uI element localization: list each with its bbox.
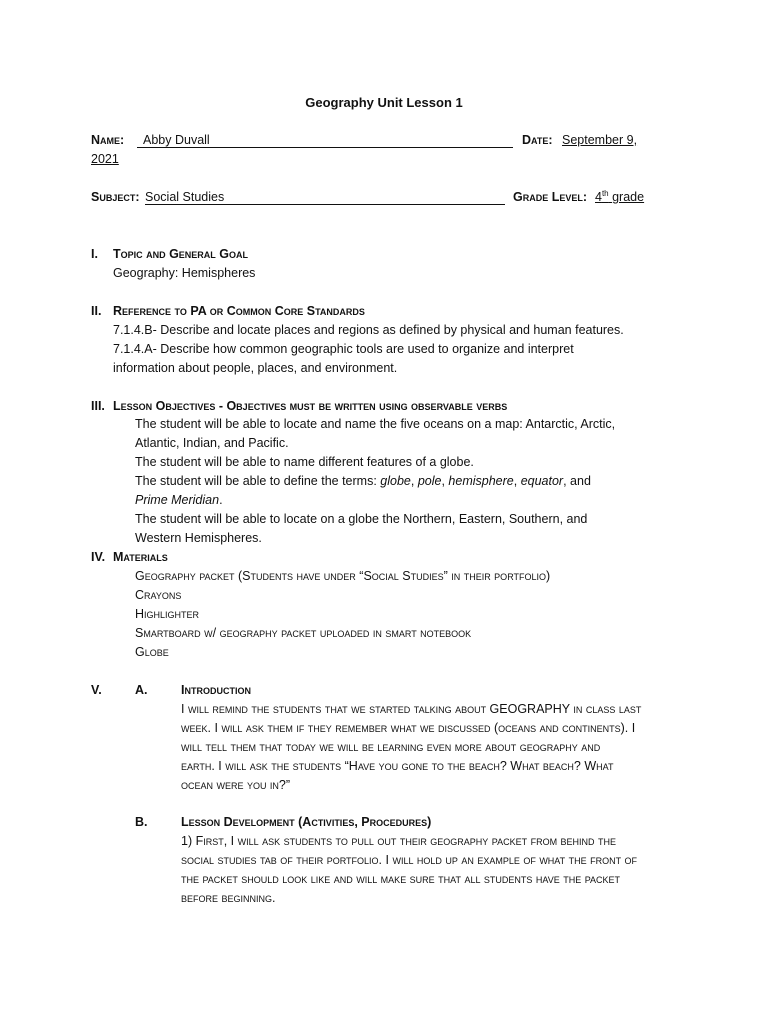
section-1-heading: Topic and General Goal	[113, 247, 249, 261]
section-5-number: V.	[91, 683, 102, 697]
subsection-b-letter: B.	[135, 815, 148, 829]
subject-value: Social Studies	[145, 190, 225, 204]
term-and: , and	[563, 474, 591, 488]
objective-4-line2: Western Hemispheres.	[135, 531, 262, 545]
objective-3-line1	[135, 474, 591, 488]
standard-line-1: 7.1.4.B- Describe and locate places and regions as defined by physical and human features.	[113, 323, 624, 337]
term-pole: pole	[417, 474, 442, 488]
term-period: .	[219, 493, 223, 507]
objective-1-line1: The student will be able to locate and name the five oceans on a map: Antarctic, Arctic,	[135, 417, 616, 431]
page-title: Geography Unit Lesson 1	[305, 95, 463, 110]
grade-number: 4	[595, 190, 602, 204]
subsection-a-letter: A.	[135, 683, 148, 697]
term-globe: globe	[380, 474, 411, 488]
objective-3-text: The student will be able to define the terms:	[135, 474, 381, 488]
section-4-heading: Materials	[113, 550, 168, 564]
section-3-heading: Lesson Objectives - Objectives must be written using observable verbs	[113, 399, 508, 413]
name-field	[137, 133, 513, 148]
objective-2: The student will be able to name different features of a globe.	[135, 455, 474, 469]
grade-word: grade	[612, 190, 645, 204]
section-2-number: II.	[91, 304, 102, 318]
objective-3-line2	[135, 493, 223, 507]
term-separator: ,	[441, 474, 449, 488]
subject-field	[145, 190, 505, 205]
term-separator: ,	[513, 474, 521, 488]
intro-line-1: I will remind the students that we started talking about GEOGRAPHY in class last	[181, 702, 642, 716]
intro-line-2: week. I will ask them if they remember what we discussed (oceans and continents). I	[181, 721, 636, 735]
section-3-number: III.	[91, 399, 105, 413]
name-value: Abby Duvall	[143, 133, 210, 147]
material-item: Geography packet (Students have under “Social Studies” in their portfolio)	[135, 569, 551, 583]
development-line-1: 1) First, I will ask students to pull out their geography packet from behind the	[181, 834, 617, 848]
objective-1-line2: Atlantic, Indian, and Pacific.	[135, 436, 289, 450]
term-hemisphere: hemisphere	[448, 474, 514, 488]
intro-line-5: ocean were you in?”	[181, 778, 291, 792]
section-1-number: I.	[91, 247, 98, 261]
date-label: Date:	[522, 133, 553, 147]
development-line-2: social studies tab of their portfolio. I will hold up an example of what the front of	[181, 853, 638, 867]
material-item: Smartboard w/ geography packet uploaded in smart notebook	[135, 626, 472, 640]
subject-label: Subject:	[91, 190, 140, 204]
material-item: Crayons	[135, 588, 182, 602]
subsection-a-heading: Introduction	[181, 683, 251, 697]
name-label: Name:	[91, 133, 125, 147]
objective-4-line1: The student will be able to locate on a globe the Northern, Eastern, Southern, and	[135, 512, 588, 526]
development-line-3: the packet should look like and will make sure that all students have the packet	[181, 872, 621, 886]
date-value-line1: September 9,	[562, 133, 638, 147]
section-4-number: IV.	[91, 550, 106, 564]
standard-line-2: 7.1.4.A- Describe how common geographic tools are used to organize and interpret	[113, 342, 574, 356]
section-1-body: Geography: Hemispheres	[113, 266, 256, 280]
term-separator: ,	[410, 474, 418, 488]
material-item: Globe	[135, 645, 169, 659]
development-line-4: before beginning.	[181, 891, 276, 905]
standard-line-3: information about people, places, and environment.	[113, 361, 398, 375]
grade-suffix: th	[601, 188, 609, 198]
grade-label: Grade Level:	[513, 190, 588, 204]
material-item: Highlighter	[135, 607, 200, 621]
section-2-heading: Reference to PA or Common Core Standards	[113, 304, 365, 318]
term-prime-meridian: Prime Meridian	[135, 493, 220, 507]
term-equator: equator	[520, 474, 564, 488]
intro-line-3: will tell them that today we will be learning even more about geography and	[181, 740, 601, 754]
date-value-line2: 2021	[91, 152, 119, 166]
grade-value	[595, 190, 644, 204]
intro-line-4: earth. I will ask the students “Have you gone to the beach? What beach? What	[181, 759, 614, 773]
subsection-b-heading: Lesson Development (Activities, Procedures)	[181, 815, 432, 829]
